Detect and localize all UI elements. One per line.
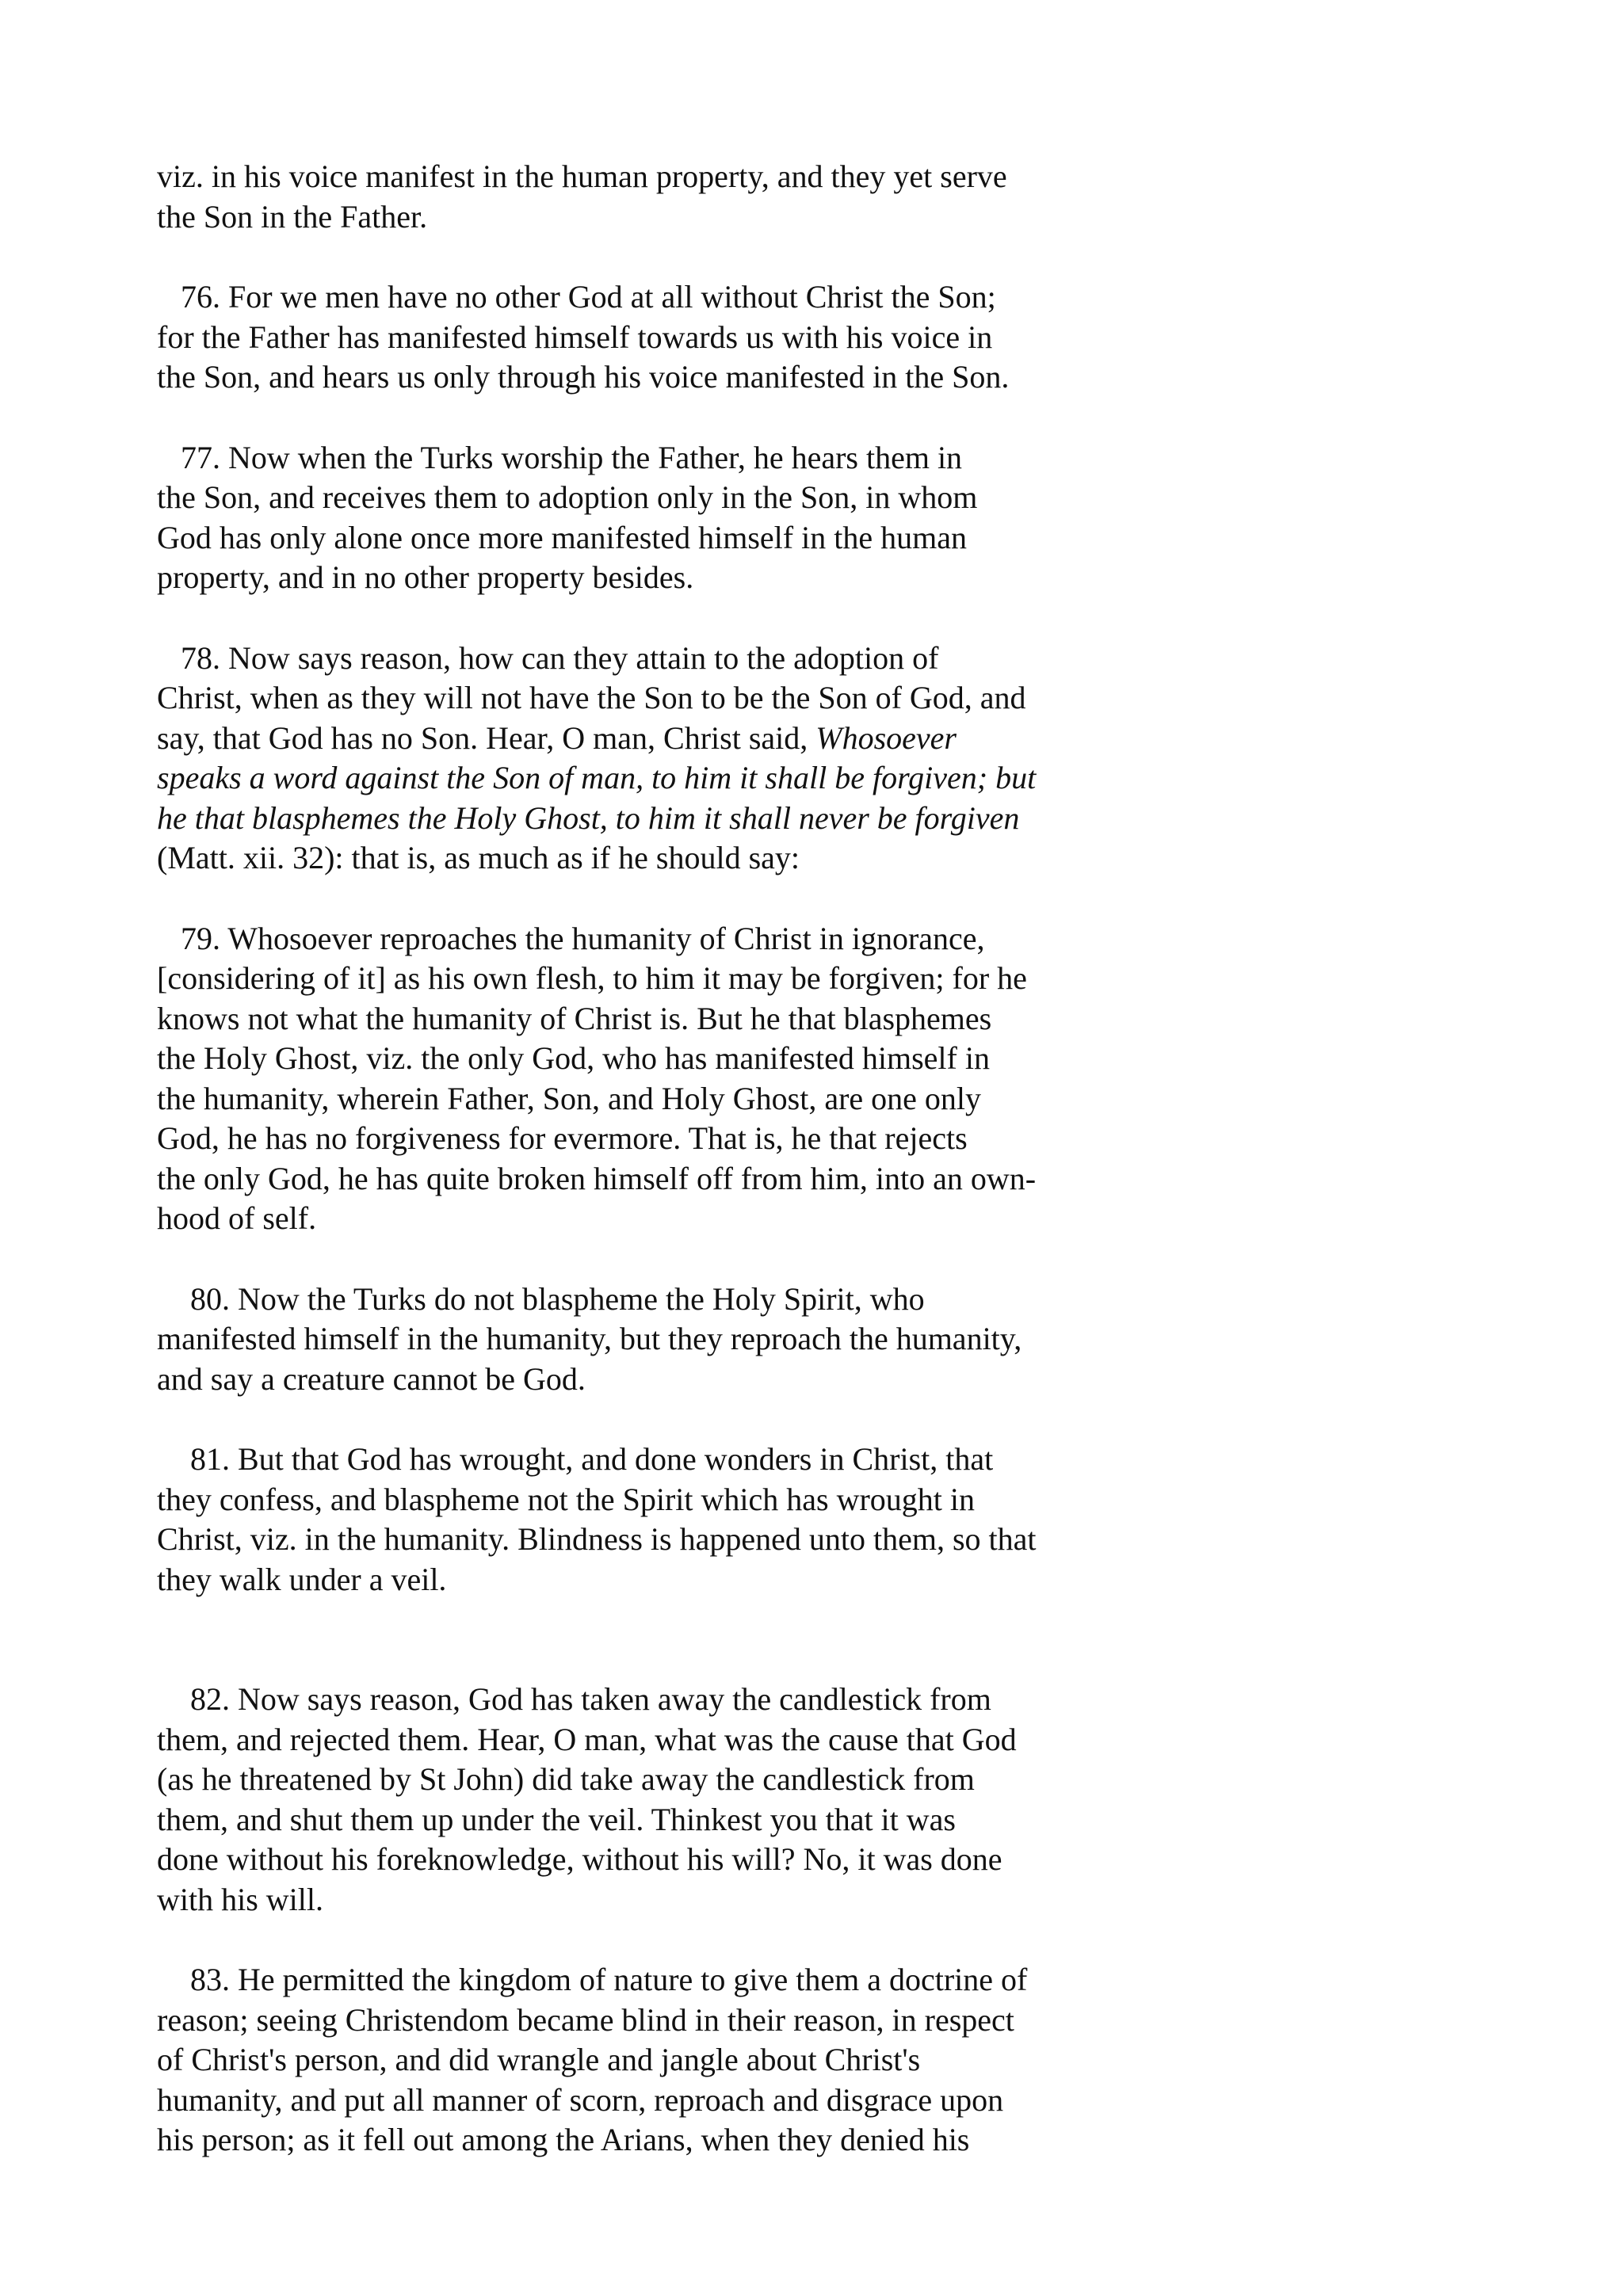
paragraph-79-text: 79. Whosoever reproaches the humanity of Christ in ignorance, [considering of it] as his own flesh, to him it may be forgiven; for he knows not what the humanity of Christ is. But he that blasphemes the Holy Ghost, viz. the only God, who has manifested himself in the humanity, wherein Father, Son, and Holy Ghost, are one only God, he has no forgiveness for evermore. That is, he that rejects the only God, he has quite broken himself off from him, into an own- hood of self. (157, 920, 1037, 1236)
paragraph-79 (157, 919, 1108, 1239)
paragraph-83-text: 83. He permitted the kingdom of nature to give them a doctrine of reason; seeing Christendom became blind in their reason, in respect of Christ's person, and did wrangle and jangle about Christ's humanity, and put all manner of scorn, reproach and disgrace upon his person; as it fell out among the Arians, when they denied his (157, 1962, 1028, 2157)
paragraph-81 (157, 1440, 1108, 1600)
paragraph-78 (157, 639, 1108, 879)
paragraph-75-continued: viz. in his voice manifest in the human property, and they yet serve the Son in the Father. (157, 158, 1007, 235)
paragraph-78-text-a: 78. Now says reason, how can they attain to the adoption of Christ, when as they will not have the Son to be the Son of God, and say, that God has no Son. Hear, O man, Christ said, (157, 639, 1026, 756)
paragraph-77 (157, 438, 1108, 598)
paragraph-78-quote: Whosoever speaks a word against the Son of man, to him it shall be forgiven; but he that blasphemes the Holy Ghost, to him it shall never be forgiven (157, 719, 1037, 836)
paragraph-78-text-b: (Matt. xii. 32): that is, as much as if he should say: (157, 840, 800, 875)
paragraph-76-text: 76. For we men have no other God at all without Christ the Son; for the Father has manifested himself towards us with his voice in the Son, and hears us only through his voice manifested in the Son. (157, 279, 1010, 395)
paragraph-82 (157, 1680, 1108, 1920)
paragraph-76 (157, 277, 1108, 398)
paragraph-83 (157, 1960, 1108, 2161)
paragraph-80 (157, 1280, 1108, 1400)
paragraph-80-text: 80. Now the Turks do not blaspheme the Holy Spirit, who manifested himself in the humanity, but they reproach the humanity, and say a creature cannot be God. (157, 1280, 1022, 1397)
document-page (157, 157, 1108, 2201)
paragraph-82-text: 82. Now says reason, God has taken away the candlestick from them, and rejected them. Hear, O man, what was the cause that God (as he threatened by St John) did take away the candlestick from them, and shut them up under the veil. Thinkest you that it was done without his foreknowledge, without his will? No, it was done with his will. (157, 1681, 1017, 1917)
paragraph-77-text: 77. Now when the Turks worship the Father, he hears them in the Son, and receives them to adoption only in the Son, in whom God has only alone once more manifested himself in the human property, and in no other property besides. (157, 439, 978, 595)
paragraph-81-text: 81. But that God has wrought, and done wonders in Christ, that they confess, and blaspheme not the Spirit which has wrought in Christ, viz. in the humanity. Blindness is happened unto them, so that they walk under a veil. (157, 1441, 1037, 1597)
